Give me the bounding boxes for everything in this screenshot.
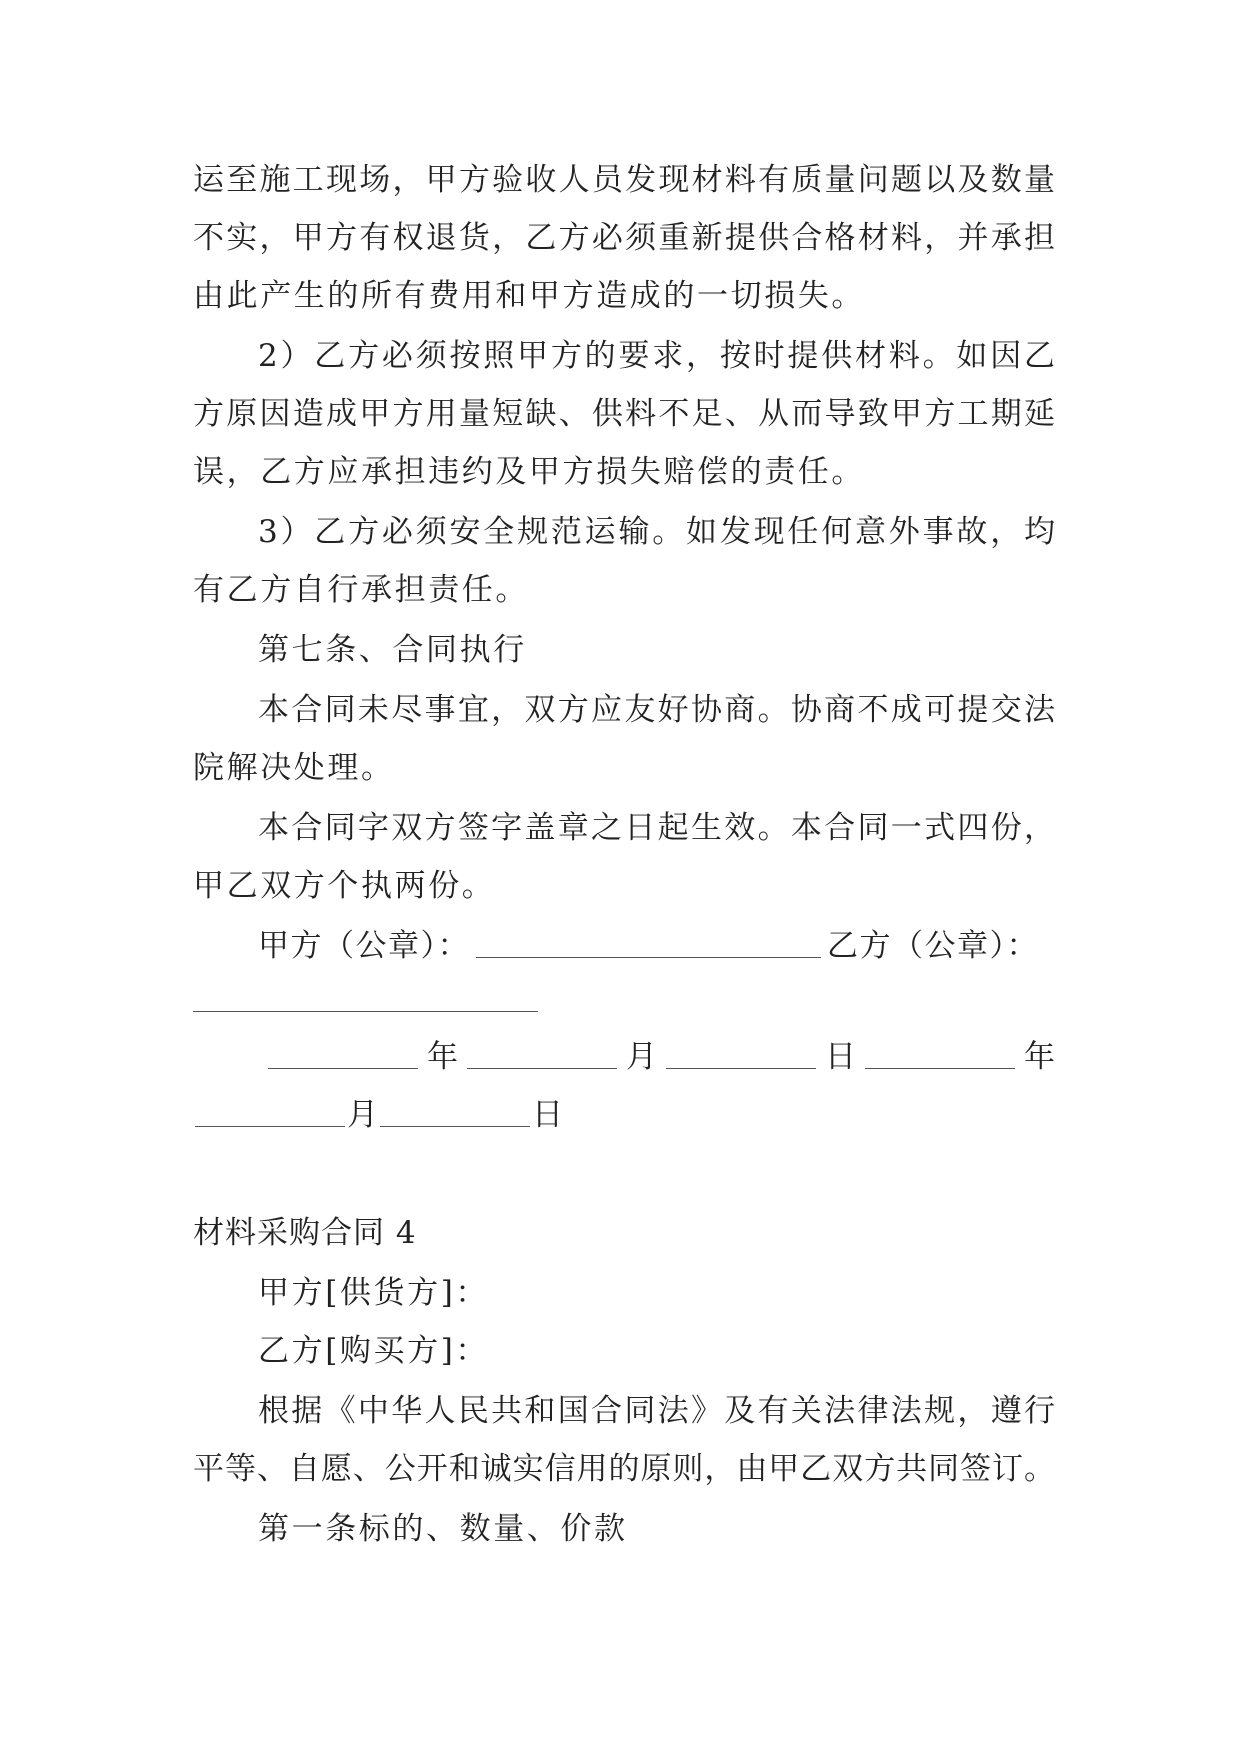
paragraph-line: 甲乙双方个执两份。 (193, 868, 496, 904)
party-b-seal-blank (193, 1011, 538, 1012)
paragraph-line: 由此产生的所有费用和甲方造成的一切损失。 (193, 278, 865, 314)
paragraph-line: 根据《中华人民共和国合同法》及有关法律法规，遵行 (258, 1393, 1055, 1429)
date-line (268, 1028, 1055, 1086)
year-blank (268, 1046, 418, 1069)
party-a-seal-label: 甲方（公章）： (258, 928, 470, 964)
month-label: 月 (347, 1097, 378, 1133)
section-title: 材料采购合同 4 (193, 1215, 417, 1251)
year-blank (865, 1046, 1015, 1069)
paragraph-line: 误，乙方应承担违约及甲方损失赔偿的责任。 (193, 454, 865, 490)
article-heading: 第一条标的、数量、价款 (258, 1511, 628, 1547)
month-blank (195, 1104, 345, 1127)
party-b-line: 乙方[购买方]： (258, 1333, 489, 1369)
paragraph-line: 3）乙方必须安全规范运输。如发现任何意外事故，均 (258, 514, 1055, 550)
paragraph-line: 平等、自愿、公开和诚实信用的原则，由甲乙双方共同签订。 (193, 1451, 1055, 1487)
party-a-seal-blank (476, 935, 821, 958)
paragraph-line: 方原因造成甲方用量短缺、供料不足、从而导致甲方工期延 (193, 396, 1055, 432)
year-label: 年 (1024, 1039, 1055, 1075)
year-label: 年 (427, 1039, 458, 1075)
day-blank (380, 1104, 530, 1127)
paragraph-line: 有乙方自行承担责任。 (193, 572, 529, 608)
day-label: 日 (532, 1097, 563, 1133)
month-blank (467, 1046, 617, 1069)
paragraph-line: 不实，甲方有权退货，乙方必须重新提供合格材料，并承担 (193, 220, 1055, 256)
party-a-line: 甲方[供货方]： (258, 1275, 489, 1311)
paragraph-line: 本合同未尽事宜，双方应友好协商。协商不成可提交法 (258, 692, 1055, 728)
date-line (193, 1086, 1055, 1144)
day-label: 日 (825, 1039, 856, 1075)
seal-line (258, 917, 1055, 975)
paragraph-line: 2）乙方必须按照甲方的要求，按时提供材料。如因乙 (258, 338, 1055, 374)
party-b-seal-label: 乙方（公章）： (827, 928, 1039, 964)
month-label: 月 (626, 1039, 657, 1075)
paragraph-line: 运至施工现场，甲方验收人员发现材料有质量问题以及数量 (193, 162, 1055, 198)
day-blank (666, 1046, 816, 1069)
paragraph-line: 本合同字双方签字盖章之日起生效。本合同一式四份， (258, 810, 1055, 846)
paragraph-line: 院解决处理。 (193, 750, 395, 786)
article-heading: 第七条、合同执行 (258, 632, 527, 668)
